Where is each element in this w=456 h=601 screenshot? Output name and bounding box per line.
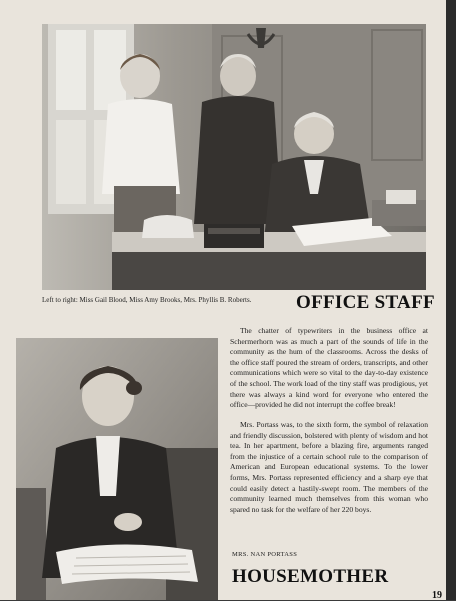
housemother-photo-drawing <box>16 338 218 600</box>
office-staff-photo-drawing <box>42 24 426 290</box>
office-staff-caption: Left to right: Miss Gail Blood, Miss Amy Brooks, Mrs. Phyllis B. Roberts. <box>42 296 252 304</box>
housemother-paragraph: Mrs. Portass was, to the sixth form, the symbol of relaxation and friendly discussion, bolstered with plenty of wisdom and hot tea. In her apartment, before a blazing fire, arguments ranged from the injustice of a certain school rule to the comparison of American and European educational systems. To the lower forms, Mrs. Portass represented efficiency and a sharp eye that could easily detect a hastily-swept room. The members of the community learned much themselves from this woman who spared no task for the welfare of her 220 boys. <box>230 420 428 514</box>
housemother-photo <box>16 338 218 600</box>
office-staff-heading: OFFICE STAFF <box>296 292 435 313</box>
office-staff-photo <box>42 24 426 290</box>
housemother-caption: MRS. NAN PORTASS <box>232 551 298 558</box>
office-staff-paragraph: The chatter of typewriters in the business office at Schermerhorn was as much a part of the sounds of life in the community as the hum of the classrooms. Across the desks of the office staff poured the stream of orders, transcripts, and other communications which were so vital to the day-to-day existence of the school. The work load of the tiny staff was prodigious, yet there was always a kind word for everyone who entered the office—provided he did not interrupt the coffee break! <box>230 326 428 410</box>
housemother-heading: HOUSEMOTHER <box>232 566 389 587</box>
binding-edge <box>446 0 456 600</box>
page-number: 19 <box>432 590 442 601</box>
